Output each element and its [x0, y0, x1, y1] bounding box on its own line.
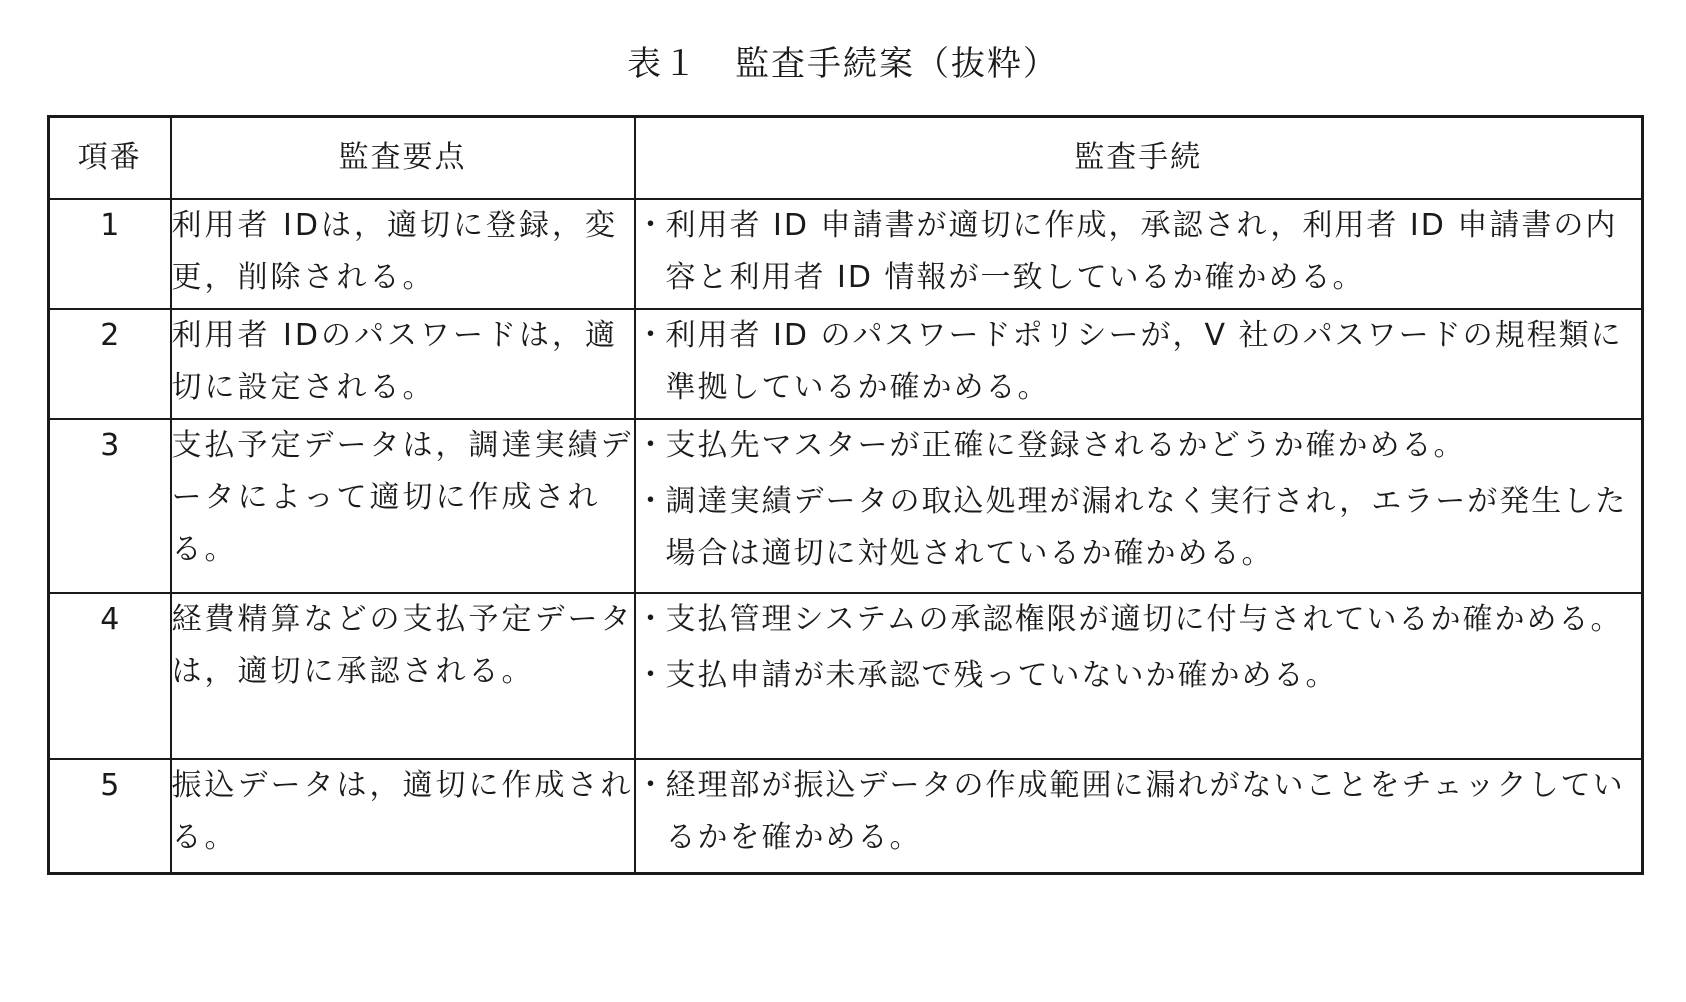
audit-point: 利用者 IDは，適切に登録，変更，削除される。: [171, 199, 635, 309]
table-row: [49, 309, 1643, 419]
row-number: 4: [49, 593, 171, 759]
audit-point: 利用者 IDのパスワードは，適切に設定される。: [171, 309, 635, 419]
procedure-item: [636, 476, 1642, 580]
procedure-item: [636, 420, 1642, 472]
row-number: 2: [49, 309, 171, 419]
audit-procedure: [635, 309, 1643, 419]
header-audit-procedure: 監査手続: [635, 117, 1643, 200]
audit-procedure: [635, 593, 1643, 759]
audit-procedure: [635, 199, 1643, 309]
bullet: ・: [635, 484, 668, 519]
header-no: 項番: [49, 117, 171, 200]
procedure-item: [636, 310, 1642, 414]
table-row: [49, 199, 1643, 309]
header-row: [49, 117, 1643, 200]
procedure-text: 調達実績データの取込処理が漏れなく実行され，エラーが発生した場合は適切に対処されているか確かめる。: [665, 484, 1628, 571]
procedure-text: 利用者 ID 申請書が適切に作成，承認され，利用者 ID 申請書の内容と利用者 ID 情報が一致しているか確かめる。: [665, 208, 1618, 295]
bullet: ・: [635, 428, 668, 463]
table-caption: 表１ 監査手続案（抜粋）: [627, 44, 1059, 84]
procedure-item: [636, 200, 1642, 304]
procedure-text: 支払管理システムの承認権限が適切に付与されているか確かめる。: [665, 602, 1623, 637]
procedure-text: 支払申請が未承認で残っていないか確かめる。: [665, 658, 1338, 693]
row-number: 1: [49, 199, 171, 309]
table-row: [49, 593, 1643, 759]
audit-point: 振込データは，適切に作成される。: [171, 759, 635, 874]
procedure-text: 利用者 ID のパスワードポリシーが，V 社のパスワードの規程類に準拠しているか確かめる。: [665, 318, 1623, 405]
procedure-item: [636, 760, 1642, 864]
bullet: ・: [635, 658, 668, 693]
table-row: [49, 419, 1643, 593]
header-audit-point: 監査要点: [171, 117, 635, 200]
audit-point: 経費精算などの支払予定データは，適切に承認される。: [171, 593, 635, 759]
row-number: 3: [49, 419, 171, 593]
audit-procedure-table: [47, 115, 1644, 875]
procedure-text: 支払先マスターが正確に登録されるかどうか確かめる。: [665, 428, 1466, 463]
audit-procedure: [635, 759, 1643, 874]
table-row: [49, 759, 1643, 874]
row-number: 5: [49, 759, 171, 874]
bullet: ・: [635, 768, 668, 803]
procedure-item: [636, 594, 1642, 646]
audit-procedure: [635, 419, 1643, 593]
bullet: ・: [635, 318, 668, 353]
bullet: ・: [635, 602, 668, 637]
audit-point: 支払予定データは，調達実績データによって適切に作成される。: [171, 419, 635, 593]
procedure-text: 経理部が振込データの作成範囲に漏れがないことをチェックしているかを確かめる。: [665, 768, 1625, 855]
bullet: ・: [635, 208, 668, 243]
procedure-item: [636, 650, 1642, 702]
